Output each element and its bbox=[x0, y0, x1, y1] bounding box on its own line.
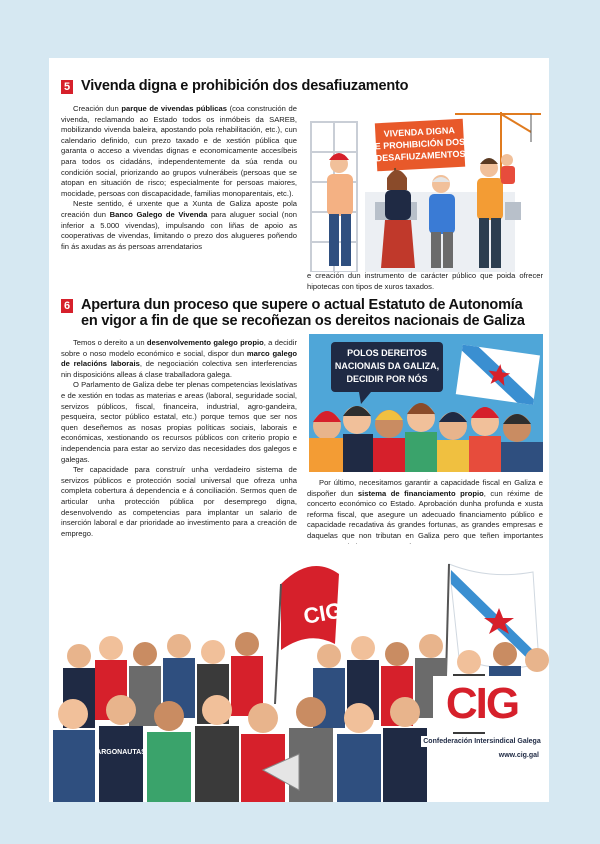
section-6-number: 6 bbox=[61, 299, 73, 313]
housing-banner-line-1: VIVENDA DIGNA bbox=[383, 125, 456, 139]
shirt-text: ARGONAUTAS bbox=[96, 749, 146, 756]
housing-banner-line-2: E PROHIBICIÓN DOS bbox=[374, 136, 466, 152]
section-6-paragraph-1: Temos o dereito a un desenvolvemento galego propio, a decidir sobre o noso modelo económico e social, dispor dun marco galego de relacións laborais, de negociación colectiva sen interferencias nin disposicións alleas á clase traballadora galega. bbox=[61, 338, 298, 379]
section-5-header bbox=[61, 78, 408, 94]
rights-banner-line-1: POLOS DEREITOS bbox=[347, 348, 427, 358]
section-6-paragraph-4: Por último, necesitamos garantir a capacidade fiscal en Galiza e dispoñer dun sistema de financiamento propio, cun réxime de concerto económico co Estado. Aprobación dunha profunda e xusta reforma fiscal, que asegure un adecuado financiamento público e capacidade recadativa ás grandes fortunas, as grandes empresas e daquelas que non tributan en Galiza pero que teñen importantes bbox=[307, 478, 543, 540]
section-6-paragraph-2: O Parlamento de Galiza debe ter plenas competencias lexislativas e de xestión en todas as materias e areas (laboral, seguridade social, servizos públicos, fiscal, financeira, industrial, agro-gandeira, pesqueira, sector público estatal, etc.) porque temos que ser nos quen deseñemos as nosas propias políticas sociais, laborais e económicas, xestionando os recursos públicos con criterio propio e independencia para estar ao servizo das necesidades dos galegos e galegas. bbox=[61, 380, 297, 464]
cig-logo-box bbox=[421, 676, 543, 786]
rights-banner-line-3: DECIDIR POR NÓS bbox=[346, 374, 428, 384]
section-5-paragraph-2: Neste sentido, é urxente que a Xunta de Galiza aposte pola creación dun Banco Galego de Vivenda para aluguer social (non inferior a 5.000 vivendas), impulsando con liñas de apoio as cooperativas de vivendas, limitando o prezo dos alugueres poñendo fin ás axudas as ás persoas arrendatarios bbox=[61, 199, 297, 251]
rights-illustration bbox=[309, 334, 543, 472]
cig-logo: CIG bbox=[445, 679, 519, 728]
cig-url: www.cig.gal bbox=[495, 750, 543, 761]
section-5-text bbox=[61, 104, 297, 252]
section-5-paragraph-1: Creación dun parque de vivendas públicas (coa construción de vivenda, reclamando ao Estado todos os inmóbeis da SAREB, mobilizando vivenda baleira, apostando pola rehabilitación, etc.), cun calendario definido, cun prezo taxado e de xestión pública que garanta o acceso a vivendas dignas e economicamente accesíbeis para todos os cidadáns, independentemente da súa renda ou condición social, priorizando ao grupos vulnerábeis (persoas que se atopan en situación de risco; especialmente for persoas maiores, mocidade, persoas con discapacidade, familias monoparentais, etc.). bbox=[61, 104, 297, 198]
housing-banner-line-3: DESAFIUZAMENTOS bbox=[375, 148, 466, 164]
section-5-number: 5 bbox=[61, 80, 73, 94]
cig-flag-text: CIG bbox=[301, 597, 345, 629]
section-6-text bbox=[61, 338, 297, 539]
section-6-paragraph-3: Ter capacidade para construír unha verdadeiro sistema de servizos públicos e protección social universal que ofreza unha completa cobertura á dependencia e á conciliación. Sermos quen de articular unha protección pública por desemprego digna, desenvolvendo as competencias para implantar un salario de inserción laboral e dar prioridade ao investimento para a creación de emprego. bbox=[61, 465, 297, 538]
section-6-title: Apertura dun proceso que supere o actual Estatuto de Autonomía en vigor a fin de que se recoñezan os dereitos nacionais de Galiza bbox=[81, 297, 525, 329]
org-name: Confederación Intersindical Galega bbox=[421, 736, 543, 747]
flyer-page bbox=[49, 58, 549, 802]
section-5-title: Vivenda digna e prohibición dos desafiuzamento bbox=[81, 78, 409, 94]
rights-banner-line-2: NACIONAIS DA GALIZA, bbox=[334, 361, 440, 371]
section-5-paragraph-3: e creación dun instrumento de carácter público que poida ofrecer hipotecas con tipos de xuros taxados. bbox=[307, 271, 543, 291]
section-6-header bbox=[61, 297, 525, 329]
housing-illustration bbox=[305, 102, 543, 272]
